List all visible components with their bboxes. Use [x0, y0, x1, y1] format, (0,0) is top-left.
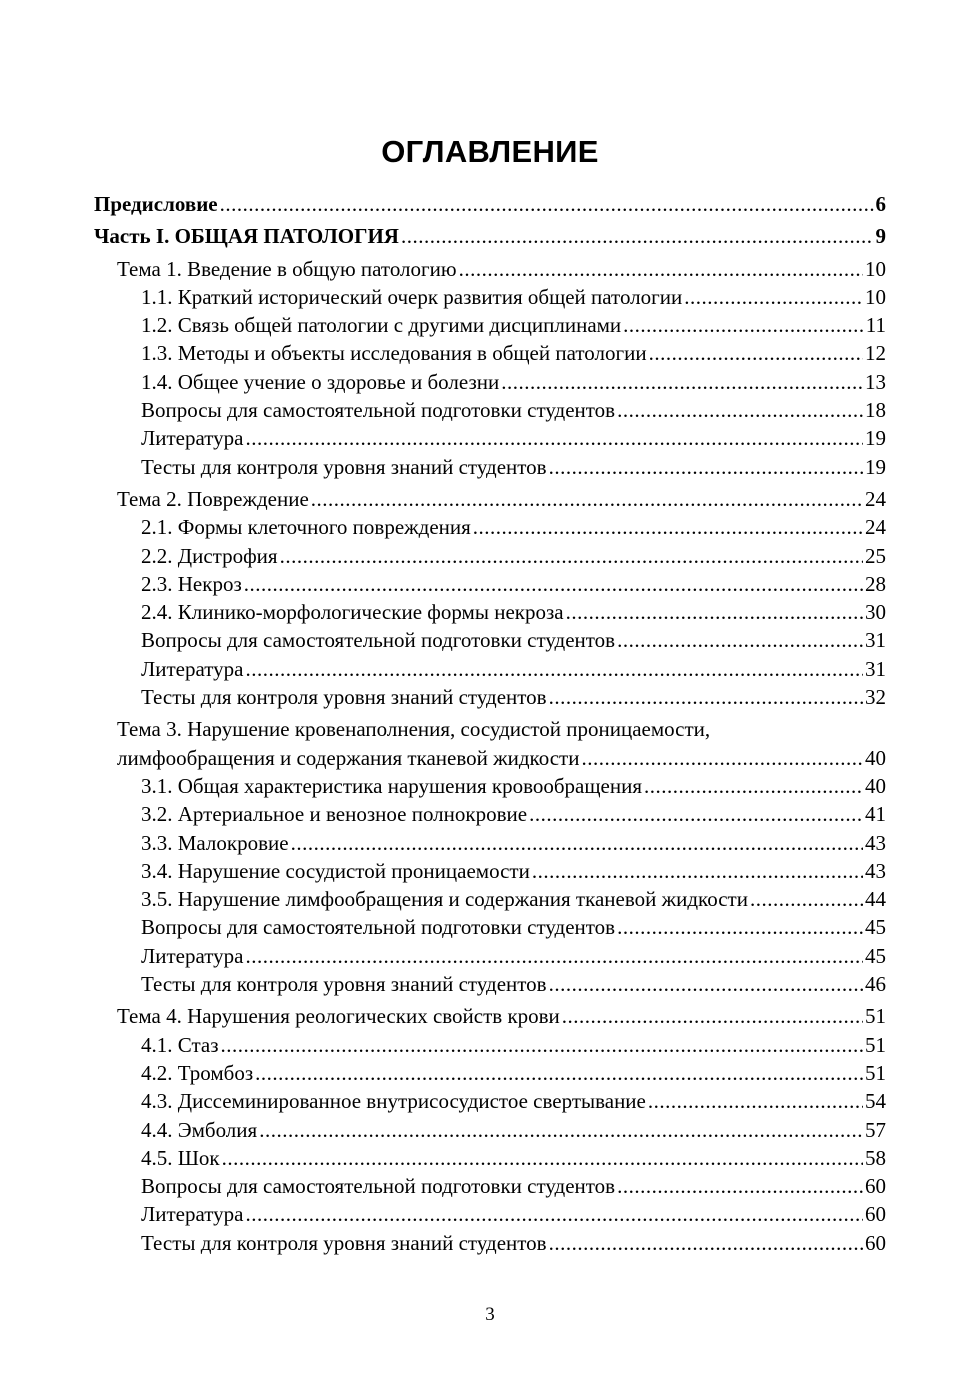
toc-entry-tests[interactable]: [94, 970, 886, 998]
toc-entry-page: 51: [865, 1060, 886, 1085]
dot-leader: [617, 1172, 863, 1200]
toc-entry-section[interactable]: [94, 857, 886, 885]
toc-entry-section[interactable]: [94, 772, 886, 800]
toc-entry-page: 60: [865, 1202, 886, 1227]
dot-leader: [245, 655, 863, 683]
toc-entry-title: Тема 4. Нарушения реологических свойств крови: [117, 1004, 560, 1029]
toc-entry-title: 2.3. Некроз: [141, 571, 242, 596]
toc-entry-page: 30: [865, 600, 886, 625]
toc-entry-page: 28: [865, 571, 886, 596]
dot-leader: [623, 311, 864, 339]
toc-entry-section[interactable]: [94, 1059, 886, 1087]
toc-entry-page: 19: [865, 454, 886, 479]
toc-entry-page: 10: [865, 284, 886, 309]
toc-entry-topic-1[interactable]: [94, 255, 886, 283]
toc-entry-title: Вопросы для самостоятельной подготовки студентов: [141, 398, 616, 423]
dot-leader: [649, 339, 863, 367]
toc-entry-page: 40: [865, 745, 886, 770]
dot-leader: [549, 453, 863, 481]
toc-entry-title-continuation: [94, 744, 886, 772]
toc-entry-title: 4.3. Диссеминированное внутрисосудистое свертывание: [141, 1089, 646, 1114]
toc-entry-title: Вопросы для самостоятельной подготовки студентов: [141, 915, 616, 940]
dot-leader: [644, 772, 863, 800]
toc-entry-title: Литература: [141, 656, 244, 681]
toc-entry-section[interactable]: [94, 1116, 886, 1144]
toc-entry-section[interactable]: [94, 1144, 886, 1172]
dot-leader: [549, 1229, 863, 1257]
toc-entry-title: 1.4. Общее учение о здоровье и болезни: [141, 369, 500, 394]
dot-leader: [473, 513, 863, 541]
toc-entry-title-cont: лимфообращения и содержания тканевой жидкости: [117, 745, 580, 770]
toc-entry-title: Тесты для контроля уровня знаний студентов: [141, 685, 547, 710]
dot-leader: [529, 800, 863, 828]
toc-entry-title: 2.1. Формы клеточного повреждения: [141, 515, 471, 540]
dot-leader: [581, 744, 863, 772]
toc-entry-topic-3[interactable]: [94, 715, 886, 772]
toc-entry-questions[interactable]: [94, 396, 886, 424]
toc-entry-page: 60: [865, 1230, 886, 1255]
toc-entry-title: 2.4. Клинико-морфологические формы некроза: [141, 600, 564, 625]
dot-leader: [562, 1002, 863, 1030]
toc-entry-page: 54: [865, 1089, 886, 1114]
toc-entry-section[interactable]: [94, 885, 886, 913]
toc-entry-tests[interactable]: [94, 683, 886, 711]
toc-entry-section[interactable]: [94, 1087, 886, 1115]
toc-entry-title: Тесты для контроля уровня знаний студентов: [141, 1230, 547, 1255]
toc-entry-section[interactable]: [94, 283, 886, 311]
toc-entry-page: 45: [865, 915, 886, 940]
dot-leader: [311, 485, 863, 513]
toc-entry-page: 58: [865, 1145, 886, 1170]
toc-entry-section[interactable]: [94, 542, 886, 570]
toc-entry-page: 24: [865, 515, 886, 540]
toc-entry-title: Литература: [141, 943, 244, 968]
toc-entry-page: 57: [865, 1117, 886, 1142]
toc-entry-title: Часть I. ОБЩАЯ ПАТОЛОГИЯ: [94, 224, 399, 249]
toc-entry-page: 18: [865, 398, 886, 423]
toc-entry-page: 32: [865, 685, 886, 710]
toc-entry-title: Тема 3. Нарушение кровенаполнения, сосудистой проницаемости,: [117, 717, 711, 742]
toc-entry-page: 43: [865, 830, 886, 855]
dot-leader: [617, 913, 863, 941]
toc-entry-literature[interactable]: [94, 655, 886, 683]
toc-entry-title: Вопросы для самостоятельной подготовки студентов: [141, 1174, 616, 1199]
toc-entry-section[interactable]: [94, 368, 886, 396]
page-title: ОГЛАВЛЕНИЕ: [381, 134, 599, 169]
toc-entry-title: Тесты для контроля уровня знаний студентов: [141, 454, 547, 479]
dot-leader: [549, 683, 863, 711]
toc-entry-section[interactable]: [94, 570, 886, 598]
dot-leader: [245, 424, 863, 452]
toc-entry-title: Тема 1. Введение в общую патологию: [117, 256, 457, 281]
toc-entry-page: 43: [865, 858, 886, 883]
table-of-contents: [94, 190, 886, 1257]
dot-leader: [750, 885, 863, 913]
toc-entry-title: 1.2. Связь общей патологии с другими дисциплинами: [141, 313, 622, 338]
dot-leader: [221, 1031, 863, 1059]
toc-entry-title: 1.1. Краткий исторический очерк развития общей патологии: [141, 284, 683, 309]
dot-leader: [549, 970, 863, 998]
dot-leader: [532, 857, 863, 885]
dot-leader: [566, 598, 863, 626]
toc-entry-section[interactable]: [94, 513, 886, 541]
toc-entry-page: 41: [865, 802, 886, 827]
toc-entry-page: 6: [875, 192, 886, 216]
toc-entry-page: 60: [865, 1174, 886, 1199]
toc-entry-page: 19: [865, 426, 886, 451]
toc-entry-title: Литература: [141, 1202, 244, 1227]
dot-leader: [648, 1087, 863, 1115]
toc-entry-page: 9: [875, 224, 886, 249]
toc-entry-page: 45: [865, 943, 886, 968]
toc-entry-questions[interactable]: [94, 1172, 886, 1200]
toc-entry-title: 4.4. Эмболия: [141, 1117, 258, 1142]
toc-entry-topic-2[interactable]: [94, 485, 886, 513]
toc-entry-page: 51: [865, 1032, 886, 1057]
toc-entry-questions[interactable]: [94, 626, 886, 654]
toc-entry-literature[interactable]: [94, 424, 886, 452]
toc-entry-page: 51: [865, 1004, 886, 1029]
toc-entry-page: 46: [865, 972, 886, 997]
toc-entry-page: 31: [865, 628, 886, 653]
toc-entry-page: 11: [865, 313, 886, 338]
toc-entry-section[interactable]: [94, 311, 886, 339]
toc-entry-literature[interactable]: [94, 1200, 886, 1228]
toc-entry-title: Тема 2. Повреждение: [117, 486, 309, 511]
toc-entry-section[interactable]: [94, 800, 886, 828]
dot-leader: [401, 222, 874, 250]
toc-entry-title: 2.2. Дистрофия: [141, 543, 278, 568]
toc-entry-title: 3.2. Артериальное и венозное полнокровие: [141, 802, 528, 827]
toc-entry-section[interactable]: [94, 1031, 886, 1059]
dot-leader: [245, 942, 863, 970]
toc-entry-tests[interactable]: [94, 1229, 886, 1257]
dot-leader: [501, 368, 863, 396]
dot-leader: [459, 255, 863, 283]
toc-entry-page: 31: [865, 656, 886, 681]
toc-entry-section[interactable]: [94, 829, 886, 857]
dot-leader: [245, 1200, 863, 1228]
toc-entry-page: 10: [865, 256, 886, 281]
dot-leader: [222, 1144, 863, 1172]
dot-leader: [244, 570, 863, 598]
toc-entry-title: 3.1. Общая характеристика нарушения кровообращения: [141, 773, 642, 798]
dot-leader: [684, 283, 863, 311]
toc-entry-title: 3.4. Нарушение сосудистой проницаемости: [141, 858, 530, 883]
dot-leader: [617, 396, 863, 424]
toc-entry-title: 3.3. Малокровие: [141, 830, 289, 855]
toc-entry-questions[interactable]: [94, 913, 886, 941]
dot-leader: [617, 626, 863, 654]
dot-leader: [291, 829, 863, 857]
toc-entry-title: Тесты для контроля уровня знаний студентов: [141, 972, 547, 997]
toc-entry-tests[interactable]: [94, 453, 886, 481]
toc-entry-page: 40: [865, 773, 886, 798]
dot-leader: [280, 542, 863, 570]
toc-entry-preface[interactable]: [94, 190, 886, 218]
toc-entry-title: Предисловие: [94, 192, 218, 216]
dot-leader: [255, 1059, 863, 1087]
toc-entry-page: 24: [865, 486, 886, 511]
toc-entry-page: 12: [865, 341, 886, 366]
dot-leader: [220, 190, 874, 218]
toc-entry-title: Литература: [141, 426, 244, 451]
toc-entry-literature[interactable]: [94, 942, 886, 970]
dot-leader: [259, 1116, 863, 1144]
toc-entry-title: Вопросы для самостоятельной подготовки студентов: [141, 628, 616, 653]
toc-entry-title: 4.2. Тромбоз: [141, 1060, 254, 1085]
toc-entry-title: 1.3. Методы и объекты исследования в общей патологии: [141, 341, 647, 366]
toc-entry-topic-4[interactable]: [94, 1002, 886, 1030]
toc-entry-page: 44: [865, 887, 886, 912]
toc-entry-section[interactable]: [94, 598, 886, 626]
toc-entry-title: 4.5. Шок: [141, 1145, 220, 1170]
toc-entry-page: 13: [865, 369, 886, 394]
page-number: 3: [485, 1304, 495, 1325]
toc-entry-part-1[interactable]: [94, 222, 886, 250]
toc-entry-title: 4.1. Стаз: [141, 1032, 219, 1057]
toc-entry-section[interactable]: [94, 339, 886, 367]
toc-entry-page: 25: [865, 543, 886, 568]
toc-entry-title: 3.5. Нарушение лимфообращения и содержания тканевой жидкости: [141, 887, 748, 912]
